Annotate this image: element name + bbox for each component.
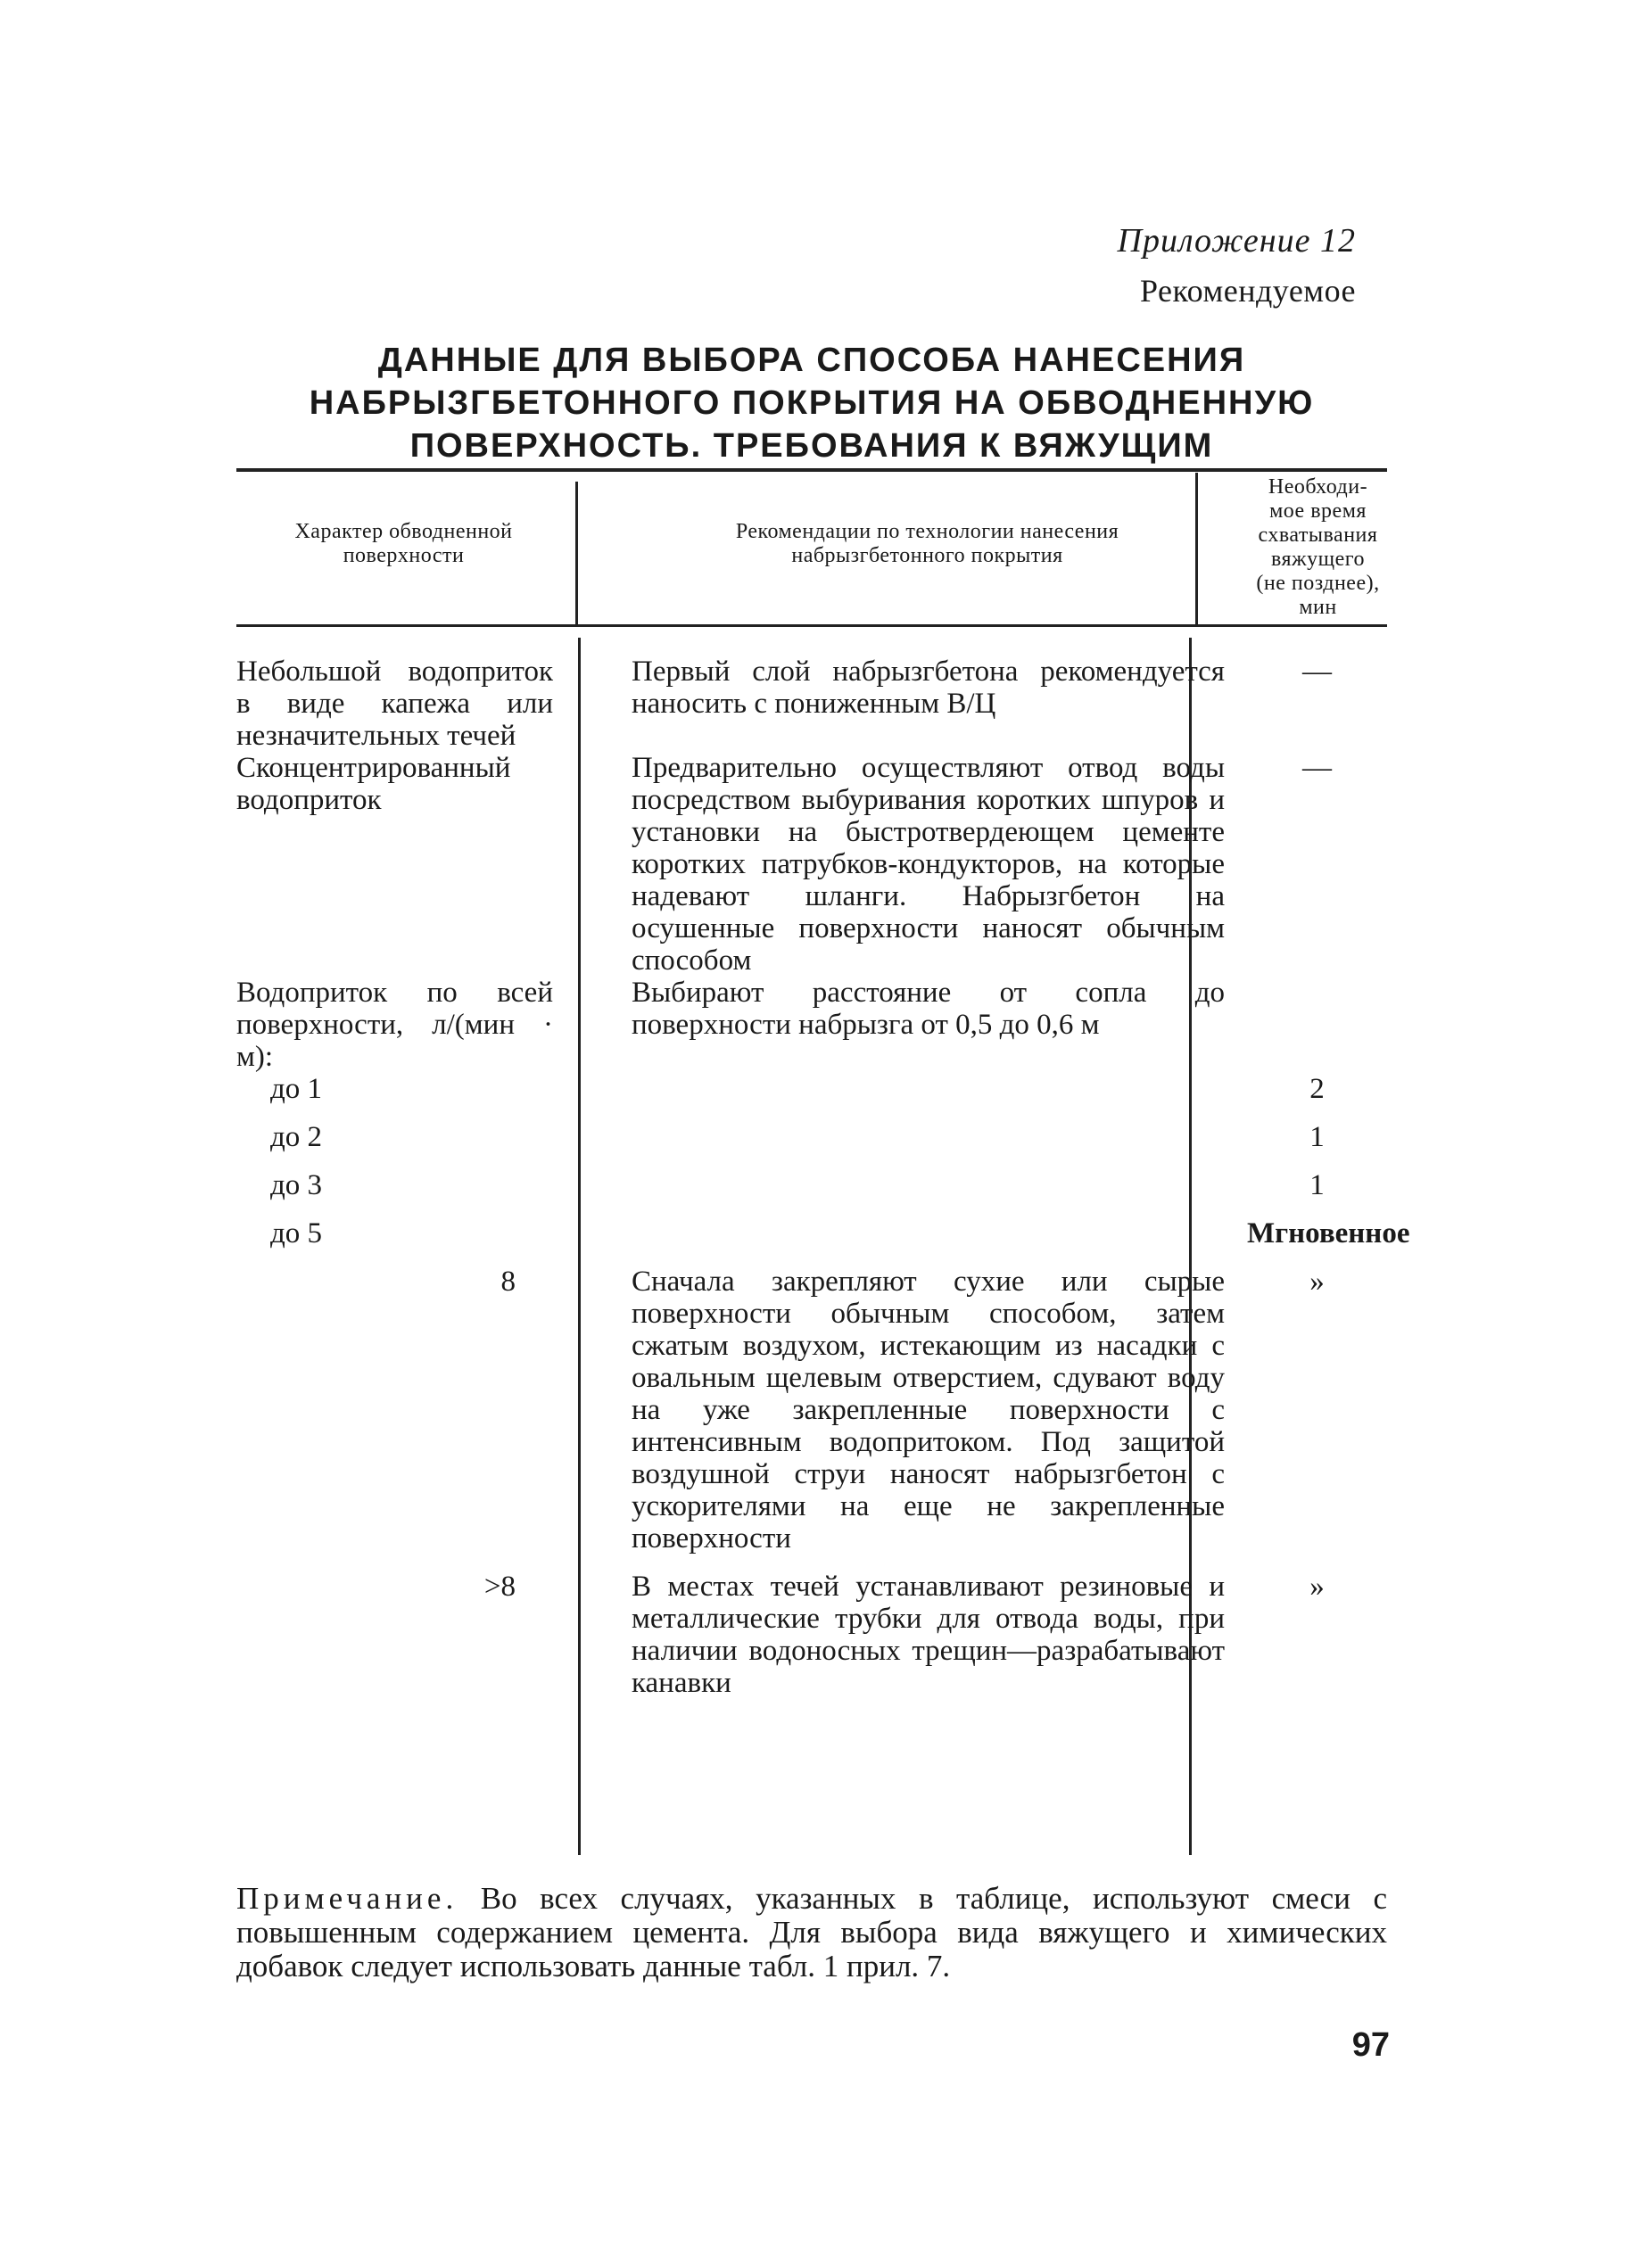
appendix-label: Приложение 12 bbox=[1117, 222, 1356, 260]
title-line: ДАННЫЕ ДЛЯ ВЫБОРА СПОСОБА НАНЕСЕНИЯ bbox=[377, 342, 1246, 379]
table-cell-surface: Сконцентрированный водоприток bbox=[236, 752, 511, 816]
table-cell-surface: >8 bbox=[483, 1571, 516, 1603]
table-cell-recommendation bbox=[632, 1121, 1225, 1169]
table-cell-time bbox=[1247, 977, 1387, 1062]
table-cell-surface: до 5 bbox=[270, 1217, 323, 1249]
table-cell-recommendation bbox=[632, 1073, 1225, 1121]
title-line: ПОВЕРХНОСТЬ. ТРЕБОВАНИЯ К ВЯЖУЩИМ bbox=[409, 427, 1214, 465]
page-number: 97 bbox=[1351, 2026, 1390, 2064]
table-cell-recommendation bbox=[632, 1217, 1225, 1266]
table-cell-recommendation: Выбирают расстояние от сопла до поверхности набрызга от 0,5 до 0,6 м bbox=[632, 977, 1225, 1041]
table-cell-time: 1 bbox=[1309, 1121, 1325, 1153]
column-header-recommendations: Рекомендации по технологии нанесения набрызгбетонного покрытия bbox=[735, 520, 1119, 567]
table-header bbox=[236, 468, 1387, 620]
table-cell-surface: до 3 bbox=[270, 1169, 323, 1201]
table-cell-time: Мгновенное bbox=[1247, 1217, 1410, 1249]
table-cell-recommendation: Предварительно осуществляют отвод воды посредством выбуривания коротких шпуров и установки на быстротвердеющем цементе коротких патрубков-кондукторов, на которые надевают шланги. Набрызгбетон на осушенные поверхности наносят обычным способом bbox=[632, 752, 1225, 977]
table-cell-surface: до 1 bbox=[270, 1073, 323, 1105]
column-header-setting-time: Необходи- мое время схватывания вяжущего (не позднее), мин bbox=[1256, 475, 1380, 619]
table-cell-time: 1 bbox=[1309, 1169, 1325, 1201]
column-header-surface: Характер обводненной поверхности bbox=[294, 520, 513, 567]
table-cell-time: 2 bbox=[1309, 1073, 1325, 1105]
footnote bbox=[236, 1882, 1387, 1983]
table-cell-time: » bbox=[1309, 1571, 1325, 1603]
table-cell-time: — bbox=[1302, 752, 1332, 784]
table-cell-recommendation: В местах течей устанавливают резиновые и металлические трубки для отвода воды, при наличии водоносных трещин—разрабатывают канавки bbox=[632, 1571, 1225, 1699]
table-cell-recommendation bbox=[632, 1169, 1225, 1217]
table-cell-time: — bbox=[1302, 656, 1332, 688]
table-body bbox=[236, 656, 1410, 1699]
table-cell-time: » bbox=[1309, 1266, 1325, 1298]
table-cell-recommendation: Сначала закрепляют сухие или сырые поверхности обычным способом, затем сжатым воздухом, истекающим из насадки с овальным щелевым отверстием, сдувают воду на уже закрепленные поверхности с интенсивным водопритоком. Под защитой воздушной струи наносят набрызгбетон с ускорителями на еще не закрепленные поверхности bbox=[632, 1266, 1225, 1555]
table-header-rule bbox=[236, 624, 1387, 627]
status-label: Рекомендуемое bbox=[1139, 273, 1356, 309]
footnote-label: Примечание. bbox=[236, 1881, 458, 1916]
table-cell-recommendation: Первый слой набрызгбетона рекомендуется наносить с пониженным В/Ц bbox=[632, 656, 1225, 720]
title-line: НАБРЫЗГБЕТОННОГО ПОКРЫТИЯ НА ОБВОДНЕННУЮ bbox=[309, 384, 1315, 422]
page-title bbox=[236, 339, 1387, 467]
footnote-text: Во всех случаях, указанных в таблице, используют смеси с повышенным содержанием цемента. Для выбора вида вяжущего и химических добавок следует использовать данные табл. 1 прил. 7. bbox=[236, 1881, 1387, 1983]
table-cell-surface: до 2 bbox=[270, 1121, 323, 1153]
table-cell-surface: Небольшой водоприток в виде капежа или незначительных течей bbox=[236, 656, 553, 752]
table-cell-surface: 8 bbox=[500, 1266, 516, 1298]
table-cell-surface: Водоприток по всей поверхности, л/(мин · м): bbox=[236, 977, 553, 1073]
